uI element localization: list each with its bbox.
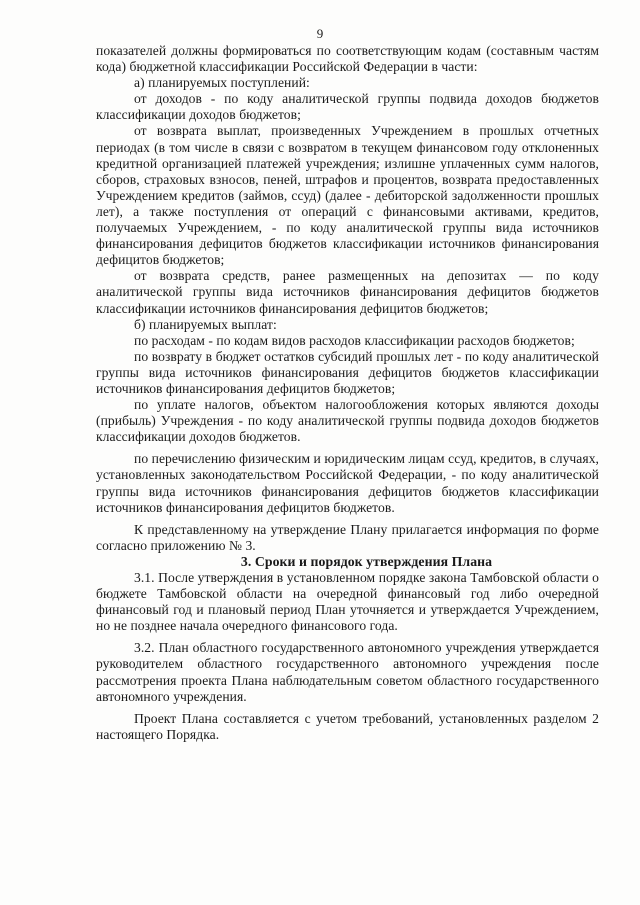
paragraph-tax-payment: по уплате налогов, объектом налогообложения которых являются доходы (прибыль) Учреждения - по коду аналитической группы подвида доходов бюджетов классификации доходов бюджетов.: [96, 397, 599, 445]
paragraph-3-2: 3.2. План областного государственного автономного учреждения утверждается руководителем областного государственного автономного учреждения после рассмотрения проекта Плана наблюдательным советом областного государственного автономного учреждения.: [96, 640, 599, 704]
paragraph-deposit-return: от возврата средств, ранее размещенных на депозитах — по коду аналитической группы вида источников финансирования дефицитов бюджетов классификации источников финансирования дефицитов бюджетов;: [96, 268, 599, 316]
paragraph-project-plan: Проект Плана составляется с учетом требований, установленных разделом 2 настоящего Порядка.: [96, 710, 599, 742]
paragraph-loans-transfer: по перечислению физическим и юридическим лицам ссуд, кредитов, в случаях, установленных законодательством Российской Федерации, - по коду аналитической группы вида источников финансирования дефицитов бюджетов классификации источников финансирования дефицитов бюджетов.: [96, 451, 599, 515]
paragraph-intro: показателей должны формироваться по соответствующим кодам (составным частям кода) бюджетной классификации Российской Федерации в части:: [96, 43, 599, 75]
paragraph-income: от доходов - по коду аналитической группы подвида доходов бюджетов классификации доходов бюджетов;: [96, 91, 599, 123]
paragraph-subsidy-return: по возврату в бюджет остатков субсидий прошлых лет - по коду аналитической группы вида источников финансирования дефицитов бюджетов классификации источников финансирования дефицитов бюджетов;: [96, 348, 599, 396]
paragraph-refund-payments: от возврата выплат, произведенных Учреждением в прошлых отчетных периодах (в том числе в связи с возвратом в текущем финансовом году отклоненных кредитной организацией платежей учреждения; излишне уплаченных сумм налогов, сборов, страховых взносов, пеней, штрафов и процентов, возврата предоставленных Учреждением кредитов (займов, ссуд) (далее - дебиторской задолженности прошлых лет), а также поступления от операций с финансовыми активами, кредитов, получаемых Учреждением, - по коду аналитической группы вида источников финансирования дефицитов бюджетов классификации источников финансирования дефицитов бюджетов;: [96, 123, 599, 268]
page-number: 9: [316, 26, 324, 41]
section-heading: 3. Сроки и порядок утверждения Плана: [240, 553, 493, 569]
document-body: [96, 43, 599, 743]
paragraph-expenses: по расходам - по кодам видов расходов классификации расходов бюджетов;: [134, 332, 575, 348]
paragraph-planned-payments: б) планируемых выплат:: [134, 316, 277, 332]
paragraph-planned-receipts: а) планируемых поступлений:: [134, 75, 310, 91]
paragraph-3-1: 3.1. После утверждения в установленном порядке закона Тамбовской области о бюджете Тамбовской области на очередной финансовый год либо очередной финансовый год и плановый период План уточняется и утверждается Учреждением, но не позднее начала очередного финансового года.: [96, 570, 599, 634]
paragraph-attachment-info: К представленному на утверждение Плану прилагается информация по форме согласно приложению № 3.: [96, 521, 599, 553]
